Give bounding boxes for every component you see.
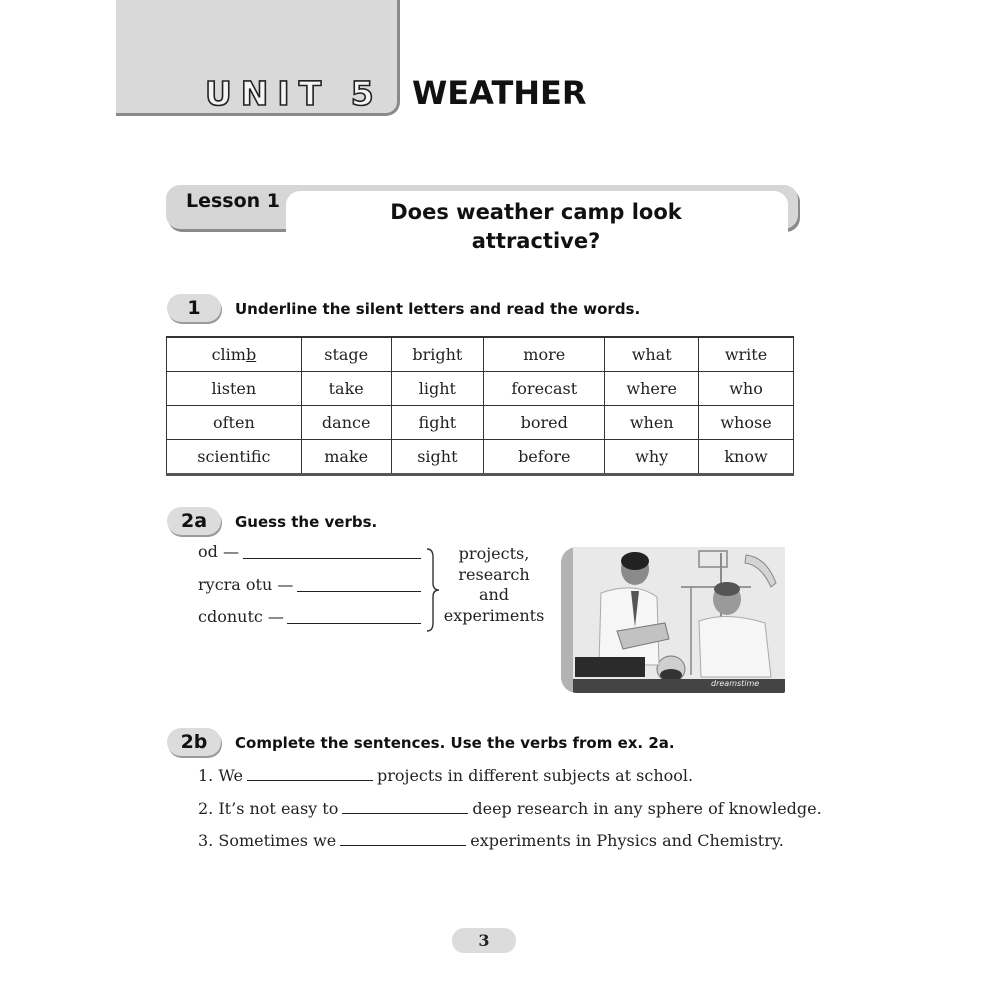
exercise-1-instruction: Underline the silent letters and read the words. (235, 300, 641, 318)
exercise-1-badge: 1 (167, 294, 221, 322)
sentence-text-after: experiments in Physics and Chemistry. (470, 831, 784, 850)
sentence-number: 1. (198, 766, 214, 785)
table-cell: write (699, 337, 794, 372)
table-cell: who (699, 372, 794, 406)
answer-line-2[interactable] (297, 591, 421, 592)
unit-label: UNIT 5 (205, 74, 383, 113)
page-number: 3 (452, 928, 516, 953)
anagram-item-1: od — (198, 542, 239, 561)
table-cell: why (605, 440, 699, 475)
sentence-2 (198, 799, 822, 818)
anagram-item-2: rycra otu — (198, 575, 294, 594)
sentence-text-after: deep research in any sphere of knowledge. (472, 799, 822, 818)
brace-word: and (478, 585, 510, 604)
climb-underlined-letter: b (245, 345, 257, 364)
sentence-blank[interactable] (340, 831, 466, 846)
brace-word: experiments (443, 605, 545, 625)
table-cell: often (167, 406, 302, 440)
sentence-3 (198, 831, 784, 850)
table-cell (167, 337, 302, 372)
table-cell: listen (167, 372, 302, 406)
table-cell: bored (484, 406, 605, 440)
table-cell: before (484, 440, 605, 475)
table-cell: when (605, 406, 699, 440)
table-cell: fight (391, 406, 484, 440)
brace-word-list (440, 544, 548, 626)
lesson-title-line-2: attractive? (471, 229, 601, 253)
photo-watermark: dreamstime (711, 679, 760, 688)
table-cell: sight (391, 440, 484, 475)
silent-letters-table (166, 336, 794, 476)
table-cell: forecast (484, 372, 605, 406)
table-cell: more (484, 337, 605, 372)
brace-word: research (458, 564, 530, 584)
sentence-blank[interactable] (342, 799, 468, 814)
sentence-text-before: It’s not easy to (218, 799, 339, 818)
exercise-2b-instruction: Complete the sentences. Use the verbs from ex. 2a. (235, 734, 675, 752)
table-cell: light (391, 372, 484, 406)
lesson-label: Lesson 1 (186, 190, 281, 212)
exercise-2b-badge: 2b (167, 728, 221, 756)
answer-line-1[interactable] (243, 558, 421, 559)
sentence-text-before: Sometimes we (218, 831, 337, 850)
table-row (167, 440, 794, 475)
table-cell: where (605, 372, 699, 406)
table-cell: scientific (167, 440, 302, 475)
sentence-blank[interactable] (247, 766, 373, 781)
lab-scene-illustration (561, 547, 785, 693)
brace-word: projects, (458, 544, 530, 563)
table-cell: what (605, 337, 699, 372)
scientists-lab-photo (561, 547, 785, 693)
table-cell: take (301, 372, 391, 406)
unit-title: WEATHER (412, 74, 587, 112)
table-row (167, 337, 794, 372)
sentence-text-after: projects in different subjects at school. (376, 766, 694, 785)
table-cell: whose (699, 406, 794, 440)
lesson-title-line-1: Does weather camp look (390, 200, 682, 224)
table-row (167, 372, 794, 406)
table-cell: dance (301, 406, 391, 440)
sentence-number: 2. (198, 799, 214, 818)
exercise-2a-instruction: Guess the verbs. (235, 513, 378, 531)
table-cell: know (699, 440, 794, 475)
table-cell: make (301, 440, 391, 475)
answer-line-3[interactable] (287, 623, 421, 624)
table-cell: stage (301, 337, 391, 372)
exercise-2a-badge: 2a (167, 507, 221, 535)
sentence-text-before: We (218, 766, 243, 785)
climb-prefix: clim (211, 345, 246, 364)
sentence-number: 3. (198, 831, 214, 850)
table-cell: bright (391, 337, 484, 372)
anagram-item-3: cdonutc — (198, 607, 284, 626)
table-row (167, 406, 794, 440)
lesson-title (290, 198, 782, 256)
sentence-1 (198, 766, 693, 785)
